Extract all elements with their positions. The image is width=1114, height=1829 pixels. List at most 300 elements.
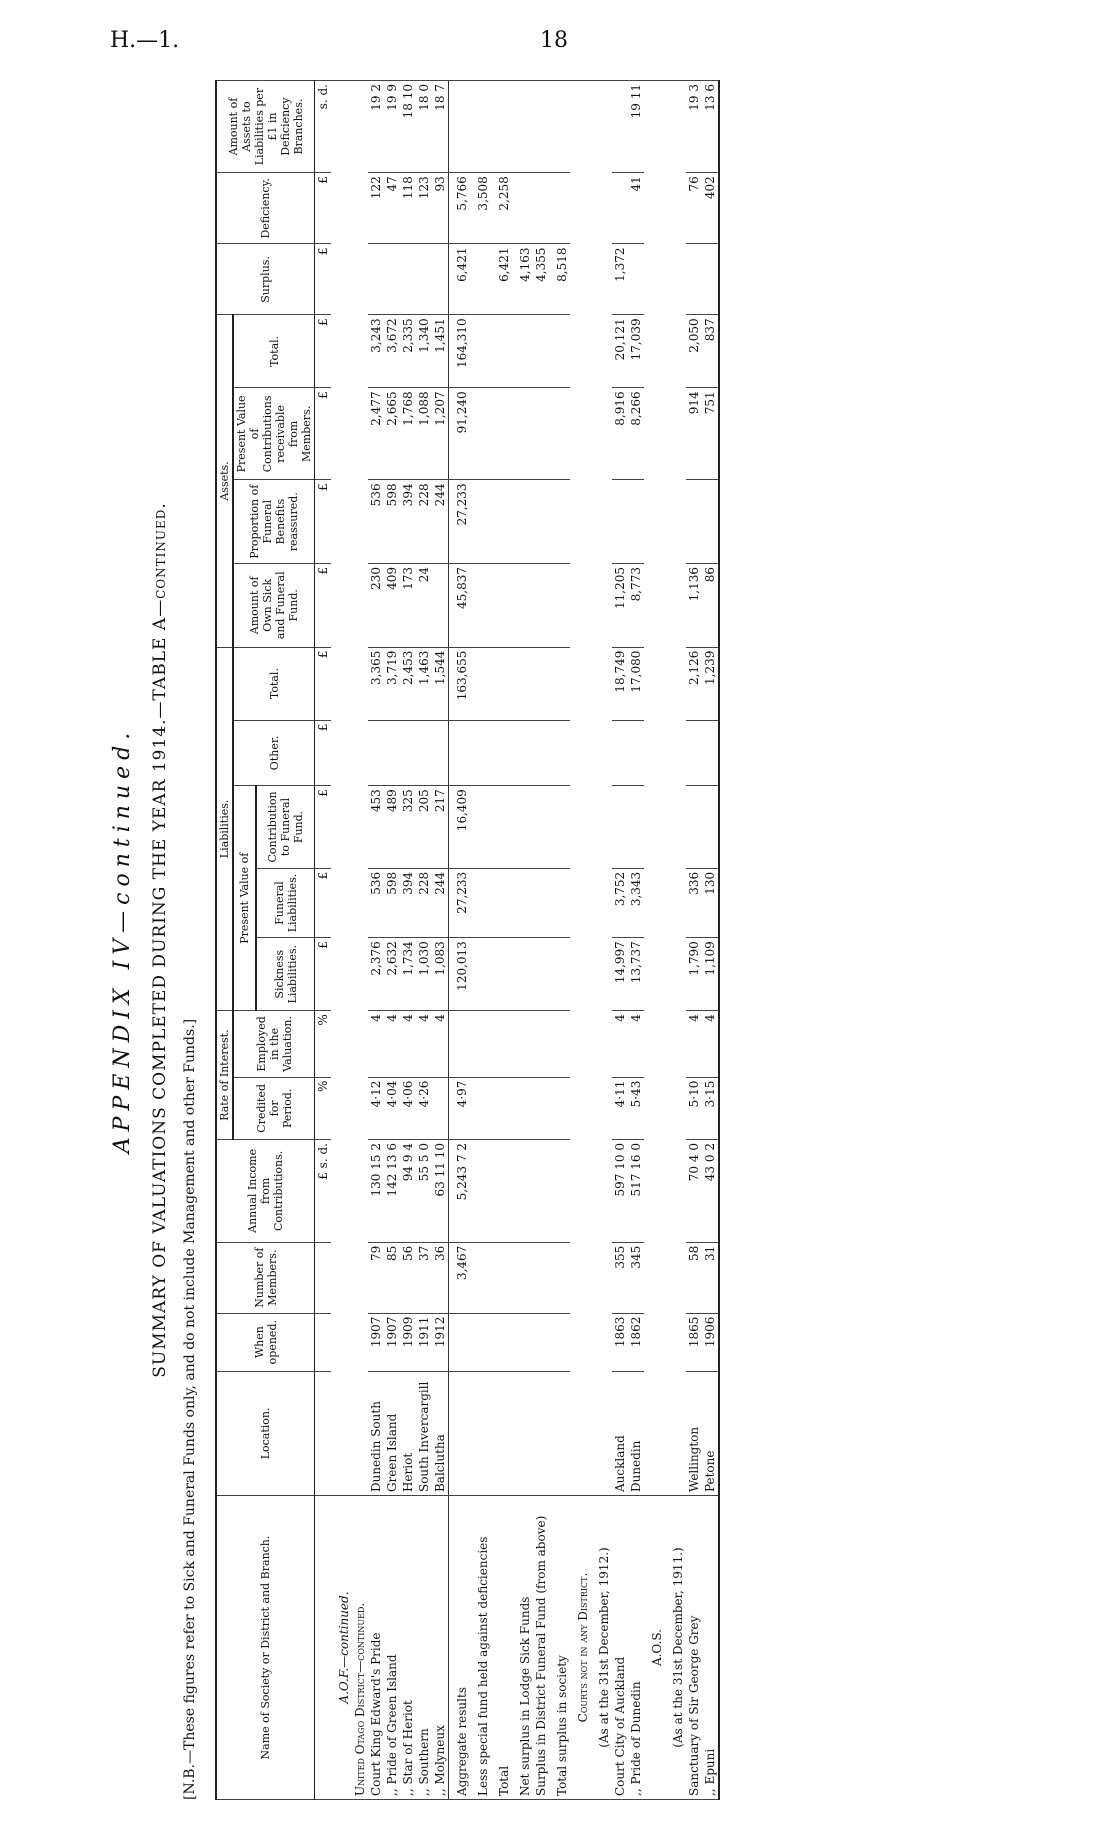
cell-deficiency: 122 <box>368 173 384 244</box>
cell-opened <box>549 1313 570 1371</box>
col-per-pound: Amount of Assets to Liabilities per £1 in Deficiency Branches. <box>216 81 315 173</box>
cell-income <box>470 1140 491 1243</box>
cell-location: Dunedin <box>628 1371 644 1495</box>
cell-own: 230 <box>368 564 384 648</box>
cell-total <box>470 647 491 720</box>
cell-deficiency: 93 <box>432 173 449 244</box>
col-pv-contrib: Present Value of Contributions receivable from Members. <box>233 388 315 480</box>
col-surplus: Surplus. <box>216 244 315 315</box>
cell-sick: 1,083 <box>432 938 449 1011</box>
cell-employed: 4 <box>368 1011 384 1077</box>
section-label: United Otago District—continued. <box>352 1496 368 1800</box>
col-own-fund: Amount of Own Sick and Funeral Fund. <box>233 564 315 648</box>
cell-surplus: 6,421 <box>491 244 512 315</box>
cell-credited: 4·12 <box>368 1077 384 1139</box>
cell-prop <box>549 480 570 564</box>
cell-members: 36 <box>432 1242 449 1313</box>
cell-prop <box>470 480 491 564</box>
cell-income: 63 11 10 <box>432 1140 449 1243</box>
cell-income: 130 15 2 <box>368 1140 384 1243</box>
cell-employed: 4 <box>400 1011 416 1077</box>
cell-location <box>491 1371 512 1495</box>
cell-total: 1,239 <box>702 647 719 720</box>
cell-employed <box>491 1011 512 1077</box>
cell-prop: 244 <box>432 480 449 564</box>
total-row <box>491 81 512 1800</box>
aggregate-row <box>449 81 471 1800</box>
cell-perpound <box>612 81 628 173</box>
col-opened: When opened. <box>216 1313 315 1371</box>
table-body <box>315 81 720 1800</box>
section-label: (As at the 31st December, 1912.) <box>591 1496 612 1800</box>
cell-employed: 4 <box>416 1011 432 1077</box>
cell-prop: 394 <box>400 480 416 564</box>
unit-cell: £ <box>315 564 332 648</box>
cell-atotal: 2,335 <box>400 315 416 388</box>
cell-location: Auckland <box>612 1371 628 1495</box>
less-special-row <box>470 81 491 1800</box>
table-row <box>686 81 702 1800</box>
cell-pvc: 2,665 <box>384 388 400 480</box>
col-rate-credited: Credited for Period. <box>233 1077 315 1139</box>
cell-income: 5,243 7 2 <box>449 1140 471 1243</box>
cell-contrib <box>512 786 533 869</box>
cell-opened: 1865 <box>686 1313 702 1371</box>
cell-atotal <box>470 315 491 388</box>
cell-perpound: 18 0 <box>416 81 432 173</box>
cell-employed: 4 <box>384 1011 400 1077</box>
cell-name: Court City of Auckland <box>612 1496 628 1800</box>
section-row <box>352 81 368 1800</box>
cell-pvc: 1,207 <box>432 388 449 480</box>
cell-atotal: 1,340 <box>416 315 432 388</box>
cell-funeral <box>512 868 533 937</box>
cell-own <box>533 564 549 648</box>
cell-location <box>449 1371 471 1495</box>
cell-total <box>549 647 570 720</box>
cell-credited: 4·97 <box>449 1077 471 1139</box>
table-row <box>628 81 644 1800</box>
cell-credited <box>432 1077 449 1139</box>
cell-pvc: 751 <box>702 388 719 480</box>
table-row <box>400 81 416 1800</box>
cell-sick <box>549 938 570 1011</box>
cell-name: Less special fund held against deficiencies <box>470 1496 491 1800</box>
cell-deficiency <box>512 173 533 244</box>
cell-other <box>702 720 719 786</box>
col-funeral: Funeral Liabilities. <box>256 868 314 937</box>
cell-surplus: 8,518 <box>549 244 570 315</box>
cell-atotal <box>533 315 549 388</box>
cell-atotal: 164,310 <box>449 315 471 388</box>
cell-members: 58 <box>686 1242 702 1313</box>
rotated-table-page <box>110 80 1010 1800</box>
cell-name: Surplus in District Funeral Fund (from above) <box>533 1496 549 1800</box>
cell-deficiency: 76 <box>686 173 702 244</box>
col-rate-employed: Employed in the Valuation. <box>233 1011 315 1077</box>
cell-perpound <box>533 81 549 173</box>
unit-cell: £ <box>315 720 332 786</box>
cell-credited: 4·04 <box>384 1077 400 1139</box>
cell-perpound <box>470 81 491 173</box>
cell-sick <box>533 938 549 1011</box>
cell-location: Wellington <box>686 1371 702 1495</box>
cell-location: Dunedin South <box>368 1371 384 1495</box>
table-row <box>432 81 449 1800</box>
col-members: Number of Members. <box>216 1242 315 1313</box>
cell-own <box>512 564 533 648</box>
section-row <box>570 81 591 1800</box>
cell-contrib: 205 <box>416 786 432 869</box>
cell-location <box>549 1371 570 1495</box>
section-label: A.O.S. <box>644 1496 665 1800</box>
unit-cell: £ <box>315 786 332 869</box>
cell-other <box>449 720 471 786</box>
cell-pvc <box>470 388 491 480</box>
cell-income <box>533 1140 549 1243</box>
cell-members: 85 <box>384 1242 400 1313</box>
cell-contrib <box>702 786 719 869</box>
cell-opened: 1863 <box>612 1313 628 1371</box>
col-location: Location. <box>216 1371 315 1495</box>
cell-name: ,, Pride of Green Island <box>384 1496 400 1800</box>
cell-surplus <box>470 244 491 315</box>
cell-surplus <box>628 244 644 315</box>
unit-cell: £ <box>315 938 332 1011</box>
cell-sick: 1,109 <box>702 938 719 1011</box>
surplus-funeral-row <box>533 81 549 1800</box>
unit-cell: s. d. <box>315 81 332 173</box>
cell-own <box>549 564 570 648</box>
cell-funeral <box>470 868 491 937</box>
cell-employed <box>533 1011 549 1077</box>
cell-sick: 120,013 <box>449 938 471 1011</box>
cell-funeral: 27,233 <box>449 868 471 937</box>
cell-name: ,, Molyneux <box>432 1496 449 1800</box>
appendix-title: APPENDIX IV—continued. <box>110 726 135 1154</box>
cell-total: 3,365 <box>368 647 384 720</box>
cell-income: 597 10 0 <box>612 1140 628 1243</box>
cell-name: ,, Southern <box>416 1496 432 1800</box>
cell-members <box>470 1242 491 1313</box>
cell-own: 45,837 <box>449 564 471 648</box>
units-row <box>315 81 332 1800</box>
cell-funeral <box>549 868 570 937</box>
cell-own: 1,136 <box>686 564 702 648</box>
cell-total: 18,749 <box>612 647 628 720</box>
cell-funeral: 130 <box>702 868 719 937</box>
cell-credited: 4·11 <box>612 1077 628 1139</box>
cell-income: 70 4 0 <box>686 1140 702 1243</box>
cell-other <box>612 720 628 786</box>
cell-contrib <box>612 786 628 869</box>
cell-prop <box>702 480 719 564</box>
cell-sick: 1,790 <box>686 938 702 1011</box>
cell-surplus: 4,355 <box>533 244 549 315</box>
cell-opened: 1907 <box>384 1313 400 1371</box>
cell-credited: 4·26 <box>416 1077 432 1139</box>
cell-prop: 598 <box>384 480 400 564</box>
cell-credited: 5·10 <box>686 1077 702 1139</box>
doc-reference: H.—1. <box>110 28 180 53</box>
cell-funeral: 228 <box>416 868 432 937</box>
cell-total: 2,126 <box>686 647 702 720</box>
cell-other <box>432 720 449 786</box>
cell-surplus: 6,421 <box>449 244 471 315</box>
cell-members <box>533 1242 549 1313</box>
cell-income: 94 9 4 <box>400 1140 416 1243</box>
cell-credited <box>491 1077 512 1139</box>
cell-funeral <box>533 868 549 937</box>
cell-pvc: 1,088 <box>416 388 432 480</box>
cell-pvc: 1,768 <box>400 388 416 480</box>
cell-atotal: 17,039 <box>628 315 644 388</box>
cell-atotal: 3,672 <box>384 315 400 388</box>
cell-other <box>470 720 491 786</box>
cell-total: 1,544 <box>432 647 449 720</box>
cell-deficiency <box>549 173 570 244</box>
col-sickness: Sickness Liabilities. <box>256 938 314 1011</box>
cell-surplus <box>400 244 416 315</box>
cell-prop <box>512 480 533 564</box>
unit-cell: £ s. d. <box>315 1140 332 1243</box>
cell-members: 3,467 <box>449 1242 471 1313</box>
cell-other <box>549 720 570 786</box>
cell-perpound <box>449 81 471 173</box>
cell-atotal: 20,121 <box>612 315 628 388</box>
cell-employed: 4 <box>686 1011 702 1077</box>
cell-members <box>549 1242 570 1313</box>
cell-location <box>470 1371 491 1495</box>
cell-deficiency: 3,508 <box>470 173 491 244</box>
cell-prop <box>628 480 644 564</box>
cell-surplus <box>702 244 719 315</box>
cell-pvc: 8,266 <box>628 388 644 480</box>
cell-employed: 4 <box>432 1011 449 1077</box>
cell-total: 17,080 <box>628 647 644 720</box>
cell-opened: 1911 <box>416 1313 432 1371</box>
cell-members: 355 <box>612 1242 628 1313</box>
col-assets-total: Total. <box>233 315 315 388</box>
cell-prop <box>533 480 549 564</box>
table-row <box>384 81 400 1800</box>
cell-contrib: 325 <box>400 786 416 869</box>
cell-contrib: 217 <box>432 786 449 869</box>
cell-total <box>512 647 533 720</box>
cell-deficiency: 41 <box>628 173 644 244</box>
net-surplus-row <box>512 81 533 1800</box>
cell-location: Green Island <box>384 1371 400 1495</box>
cell-opened: 1862 <box>628 1313 644 1371</box>
cell-prop <box>612 480 628 564</box>
cell-own: 409 <box>384 564 400 648</box>
cell-opened: 1906 <box>702 1313 719 1371</box>
cell-other <box>628 720 644 786</box>
cell-other <box>491 720 512 786</box>
cell-surplus: 4,163 <box>512 244 533 315</box>
cell-funeral: 598 <box>384 868 400 937</box>
cell-total: 1,463 <box>416 647 432 720</box>
cell-sick: 13,737 <box>628 938 644 1011</box>
cell-atotal <box>512 315 533 388</box>
cell-perpound: 19 9 <box>384 81 400 173</box>
cell-other <box>400 720 416 786</box>
cell-opened: 1907 <box>368 1313 384 1371</box>
cell-income: 55 5 0 <box>416 1140 432 1243</box>
cell-surplus <box>368 244 384 315</box>
cell-location <box>533 1371 549 1495</box>
cell-income <box>549 1140 570 1243</box>
cell-location: Balclutha <box>432 1371 449 1495</box>
section-label: (As at the 31st December, 1911.) <box>665 1496 686 1800</box>
cell-total: 2,453 <box>400 647 416 720</box>
cell-opened <box>512 1313 533 1371</box>
cell-atotal: 3,243 <box>368 315 384 388</box>
cell-funeral: 244 <box>432 868 449 937</box>
cell-sick: 14,997 <box>612 938 628 1011</box>
cell-opened: 1909 <box>400 1313 416 1371</box>
cell-other <box>533 720 549 786</box>
unit-cell: £ <box>315 480 332 564</box>
cell-opened <box>533 1313 549 1371</box>
unit-cell: % <box>315 1011 332 1077</box>
col-contrib-funeral: Contribution to Funeral Fund. <box>256 786 314 869</box>
unit-cell: £ <box>315 388 332 480</box>
cell-location: Heriot <box>400 1371 416 1495</box>
table-row <box>368 81 384 1800</box>
cell-other <box>686 720 702 786</box>
valuation-table <box>215 80 720 1800</box>
cell-income <box>491 1140 512 1243</box>
cell-other <box>384 720 400 786</box>
cell-pvc: 914 <box>686 388 702 480</box>
cell-deficiency: 118 <box>400 173 416 244</box>
cell-sick: 1,030 <box>416 938 432 1011</box>
cell-deficiency: 402 <box>702 173 719 244</box>
cell-name: ,, Epuni <box>702 1496 719 1800</box>
cell-funeral: 394 <box>400 868 416 937</box>
cell-funeral: 3,752 <box>612 868 628 937</box>
cell-contrib <box>549 786 570 869</box>
cell-other <box>512 720 533 786</box>
col-liabilities: Liabilities. <box>216 647 233 1011</box>
cell-perpound: 19 3 <box>686 81 702 173</box>
cell-deficiency: 5,766 <box>449 173 471 244</box>
cell-credited: 5·43 <box>628 1077 644 1139</box>
cell-name: Court King Edward's Pride <box>368 1496 384 1800</box>
cell-opened <box>470 1313 491 1371</box>
cell-pvc: 8,916 <box>612 388 628 480</box>
cell-pvc <box>491 388 512 480</box>
unit-cell: £ <box>315 173 332 244</box>
cell-income: 43 0 2 <box>702 1140 719 1243</box>
col-other: Other. <box>233 720 315 786</box>
section-row <box>591 81 612 1800</box>
cell-pvc <box>512 388 533 480</box>
cell-contrib: 489 <box>384 786 400 869</box>
cell-deficiency: 47 <box>384 173 400 244</box>
cell-members: 79 <box>368 1242 384 1313</box>
unit-cell: £ <box>315 647 332 720</box>
cell-perpound: 19 2 <box>368 81 384 173</box>
cell-deficiency <box>533 173 549 244</box>
cell-prop: 228 <box>416 480 432 564</box>
col-rate-group: Rate of Interest. <box>216 1011 233 1140</box>
cell-perpound <box>549 81 570 173</box>
cell-credited <box>549 1077 570 1139</box>
cell-sick: 2,632 <box>384 938 400 1011</box>
section-row <box>644 81 665 1800</box>
cell-own: 24 <box>416 564 432 648</box>
cell-name: ,, Pride of Dunedin <box>628 1496 644 1800</box>
cell-contrib <box>533 786 549 869</box>
page-number: 18 <box>540 28 568 53</box>
cell-funeral: 536 <box>368 868 384 937</box>
cell-prop: 27,233 <box>449 480 471 564</box>
unit-cell: £ <box>315 868 332 937</box>
summary-title: SUMMARY OF VALUATIONS COMPLETED DURING THE YEAR 1914.—TABLE A—continued. <box>150 502 170 1378</box>
cell-name: Total surplus in society <box>549 1496 570 1800</box>
cell-total <box>533 647 549 720</box>
cell-members: 31 <box>702 1242 719 1313</box>
cell-prop <box>686 480 702 564</box>
cell-contrib <box>686 786 702 869</box>
cell-contrib <box>491 786 512 869</box>
cell-location: Petone <box>702 1371 719 1495</box>
cell-contrib: 16,409 <box>449 786 471 869</box>
cell-total <box>491 647 512 720</box>
cell-atotal: 2,050 <box>686 315 702 388</box>
cell-surplus <box>432 244 449 315</box>
cell-pvc <box>533 388 549 480</box>
cell-income <box>512 1140 533 1243</box>
table-row <box>416 81 432 1800</box>
cell-surplus <box>384 244 400 315</box>
cell-prop <box>491 480 512 564</box>
cell-other <box>368 720 384 786</box>
cell-opened: 1912 <box>432 1313 449 1371</box>
cell-name: ,, Star of Heriot <box>400 1496 416 1800</box>
cell-members <box>512 1242 533 1313</box>
unit-cell: £ <box>315 244 332 315</box>
cell-perpound <box>512 81 533 173</box>
cell-location: South Invercargill <box>416 1371 432 1495</box>
cell-total: 3,719 <box>384 647 400 720</box>
section-label: A.O.F.—continued. <box>331 1496 352 1800</box>
cell-other <box>416 720 432 786</box>
section-row <box>665 81 686 1800</box>
col-deficiency: Deficiency. <box>216 173 315 244</box>
cell-name: Aggregate results <box>449 1496 471 1800</box>
cell-name: Sanctuary of Sir George Grey <box>686 1496 702 1800</box>
section-row <box>331 81 352 1800</box>
cell-own: 86 <box>702 564 719 648</box>
cell-members: 37 <box>416 1242 432 1313</box>
cell-opened <box>449 1313 471 1371</box>
cell-deficiency: 2,258 <box>491 173 512 244</box>
cell-employed: 4 <box>702 1011 719 1077</box>
cell-sick: 1,734 <box>400 938 416 1011</box>
cell-perpound: 13 6 <box>702 81 719 173</box>
cell-employed <box>512 1011 533 1077</box>
cell-deficiency: 123 <box>416 173 432 244</box>
cell-sick <box>491 938 512 1011</box>
cell-credited <box>512 1077 533 1139</box>
cell-employed: 4 <box>628 1011 644 1077</box>
cell-credited <box>470 1077 491 1139</box>
cell-sick <box>470 938 491 1011</box>
cell-own: 11,205 <box>612 564 628 648</box>
